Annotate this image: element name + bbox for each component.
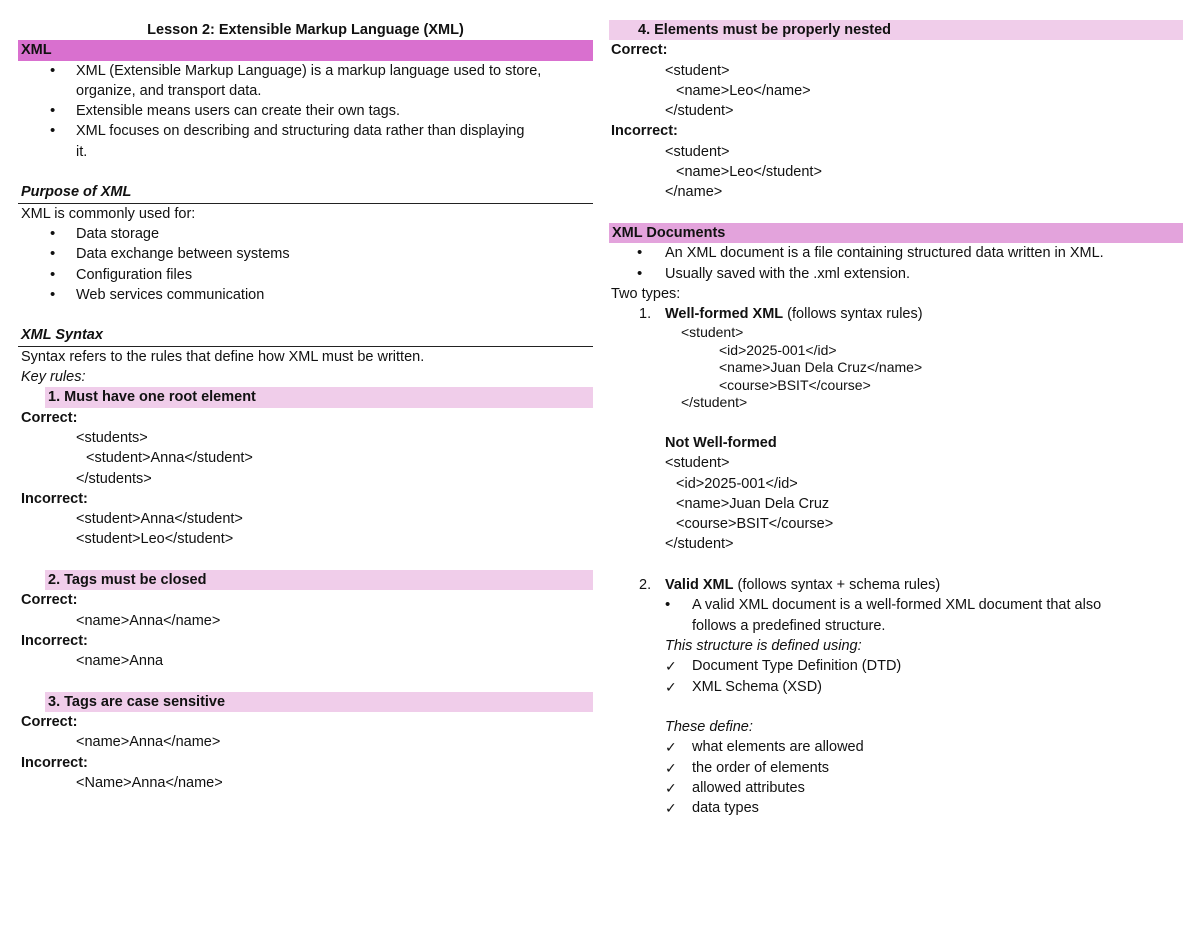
list-item: • Configuration files xyxy=(18,265,593,285)
type-2-title: Valid XML xyxy=(665,577,734,594)
list-item: • Usually saved with the .xml extension. xyxy=(609,264,1183,284)
section-heading-purpose: Purpose of XML xyxy=(18,182,593,203)
code-line: <name>Leo</name> xyxy=(676,82,811,99)
incorrect-label: Incorrect: xyxy=(21,490,88,507)
syntax-intro: Syntax refers to the rules that define how XML must be written. xyxy=(21,348,425,365)
list-item: • Extensible means users can create their own tags. xyxy=(18,101,593,121)
left-column xyxy=(18,20,593,793)
right-column xyxy=(609,20,1183,819)
section-heading-documents: XML Documents xyxy=(609,223,1183,243)
list-item: • Data storage xyxy=(18,224,593,244)
code-line: <name>Juan Dela Cruz xyxy=(676,495,830,512)
checklist-item: ✓ Document Type Definition (DTD) xyxy=(609,656,1183,676)
code-line: <course>BSIT</course> xyxy=(719,376,871,393)
code-line: <student>Anna</student> xyxy=(86,450,253,467)
purpose-intro: XML is commonly used for: xyxy=(21,205,196,222)
code-line: <name>Anna</name> xyxy=(76,734,221,751)
code-line: <student> xyxy=(665,143,730,160)
type-2-description: (follows syntax + schema rules) xyxy=(733,577,941,594)
correct-label: Correct: xyxy=(21,714,78,731)
correct-label: Correct: xyxy=(611,42,668,59)
type-2-number: 2. xyxy=(639,577,652,594)
checklist-item: ✓ data types xyxy=(609,798,1183,818)
code-line: <student>Anna</student> xyxy=(76,511,243,528)
checklist-item: ✓ XML Schema (XSD) xyxy=(609,677,1183,697)
code-line: <name>Juan Dela Cruz</name> xyxy=(719,359,923,376)
correct-label: Correct: xyxy=(21,592,78,609)
code-line: </name> xyxy=(665,184,723,201)
rule-4-heading: 4. Elements must be properly nested xyxy=(609,20,1183,40)
list-item: • A valid XML document is a well-formed XML document that also xyxy=(609,595,1183,615)
list-item-continuation: it. xyxy=(76,143,88,160)
type-1-number: 1. xyxy=(639,306,652,323)
code-line: <Name>Anna</name> xyxy=(76,774,223,791)
code-line: </student> xyxy=(681,394,748,411)
code-line: </student> xyxy=(665,103,734,120)
code-line: <id>2025-001</id> xyxy=(676,475,798,492)
rule-1-heading: 1. Must have one root element xyxy=(45,387,593,407)
code-line: <student>Leo</student> xyxy=(76,531,234,548)
type-1-heading xyxy=(609,304,1183,324)
code-line: <student> xyxy=(665,455,730,472)
code-line: <id>2025-001</id> xyxy=(719,341,837,358)
code-line: <name>Leo</student> xyxy=(676,164,822,181)
type-2-heading xyxy=(609,575,1183,595)
section-heading-xml: XML xyxy=(18,40,593,60)
section-heading-syntax: XML Syntax xyxy=(18,325,593,346)
these-define-label: These define: xyxy=(665,719,753,736)
code-line: <course>BSIT</course> xyxy=(676,516,834,533)
key-rules-label: Key rules: xyxy=(21,369,86,386)
list-item: • Web services communication xyxy=(18,285,593,305)
incorrect-label: Incorrect: xyxy=(21,754,88,771)
list-item: • XML focuses on describing and structuring data rather than displaying xyxy=(18,121,593,141)
checklist-item: ✓ what elements are allowed xyxy=(609,737,1183,757)
structure-label: This structure is defined using: xyxy=(665,637,862,654)
code-line: <students> xyxy=(76,429,148,446)
code-line: </student> xyxy=(665,536,734,553)
correct-label: Correct: xyxy=(21,409,78,426)
not-wellformed-label: Not Well-formed xyxy=(665,434,777,451)
incorrect-label: Incorrect: xyxy=(611,123,678,140)
list-item: • XML (Extensible Markup Language) is a markup language used to store, xyxy=(18,61,593,81)
code-line: <name>Anna xyxy=(76,653,164,670)
two-types-label: Two types: xyxy=(611,285,681,302)
type-1-title: Well-formed XML xyxy=(665,306,784,323)
code-line: <student> xyxy=(665,62,730,79)
code-line: <student> xyxy=(681,324,744,341)
list-item-continuation: organize, and transport data. xyxy=(76,82,262,99)
rule-3-heading: 3. Tags are case sensitive xyxy=(45,692,593,712)
list-item-continuation: follows a predefined structure. xyxy=(692,617,886,634)
checklist-item: ✓ the order of elements xyxy=(609,758,1183,778)
checklist-item: ✓ allowed attributes xyxy=(609,778,1183,798)
list-item: • Data exchange between systems xyxy=(18,244,593,264)
list-item: • An XML document is a file containing structured data written in XML. xyxy=(609,243,1183,263)
code-line: <name>Anna</name> xyxy=(76,612,221,629)
type-1-description: (follows syntax rules) xyxy=(783,306,923,323)
incorrect-label: Incorrect: xyxy=(21,632,88,649)
page-title: Lesson 2: Extensible Markup Language (XML) xyxy=(147,22,464,38)
rule-2-heading: 2. Tags must be closed xyxy=(45,570,593,590)
code-line: </students> xyxy=(76,470,152,487)
